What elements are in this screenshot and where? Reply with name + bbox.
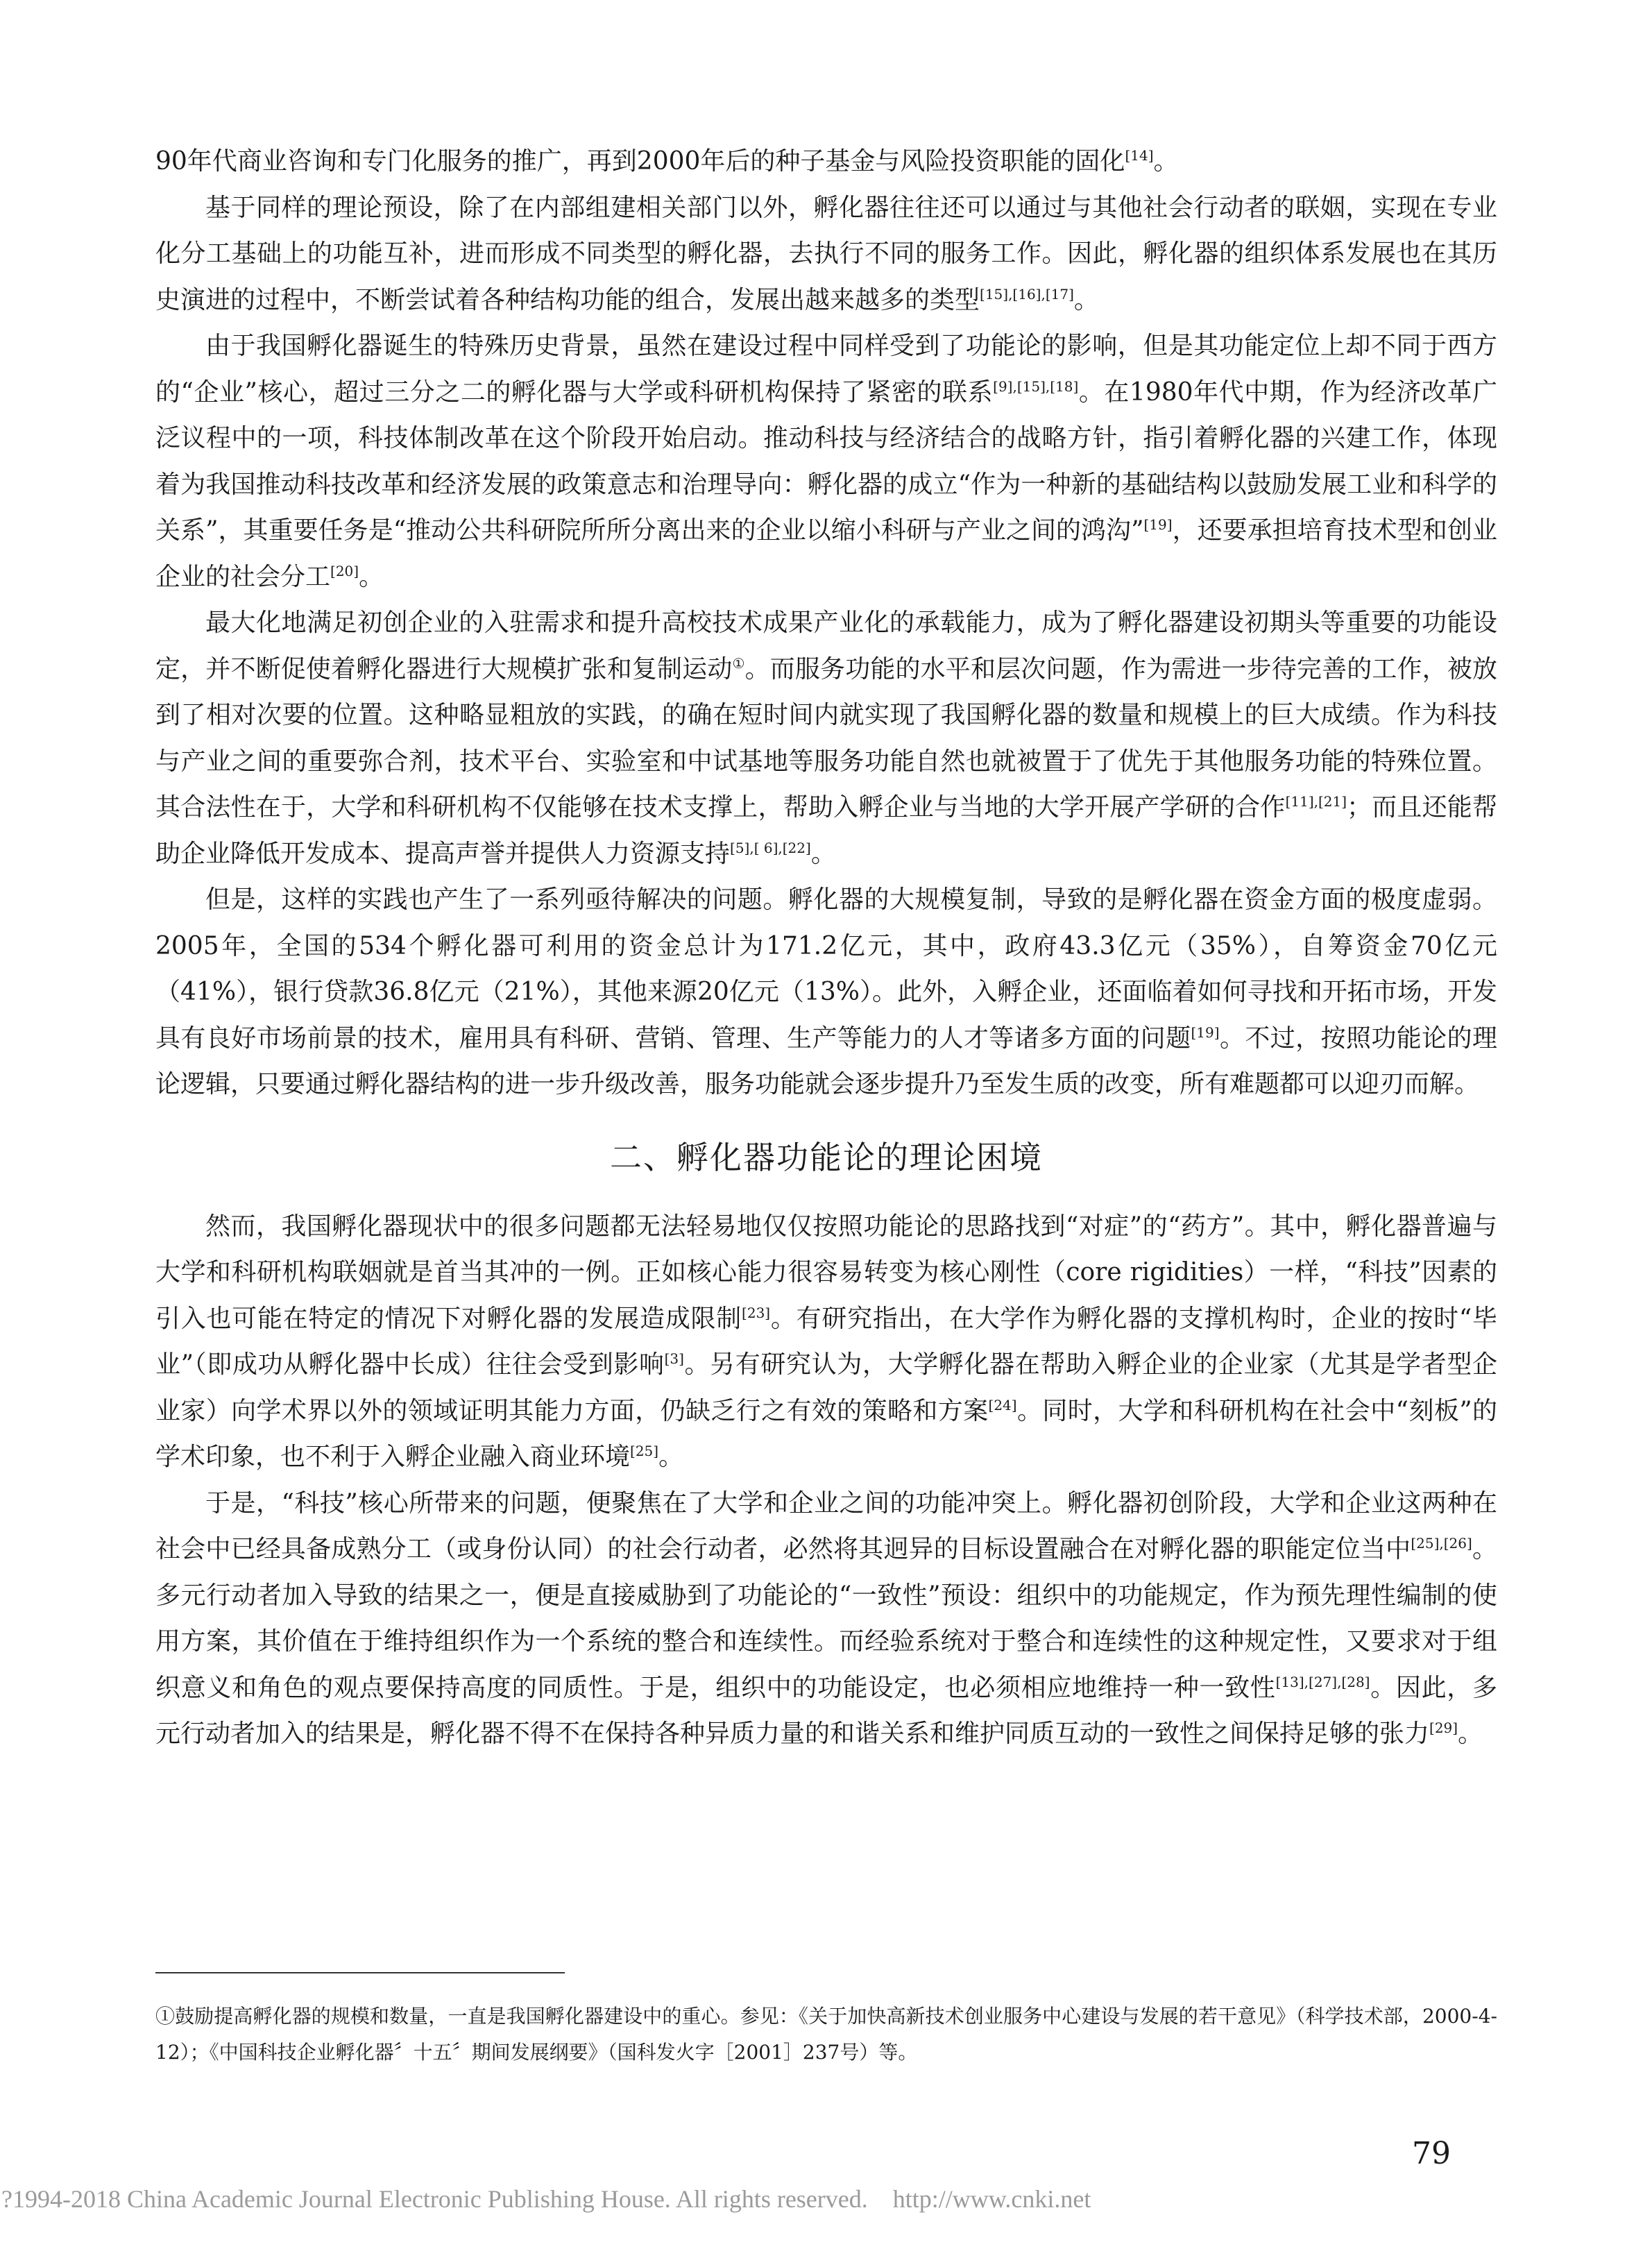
paragraph-group-1 (155, 139, 1497, 1108)
paragraph-text: 。 (1073, 285, 1099, 314)
article-body (155, 139, 1497, 1758)
citation-ref: [24] (988, 1396, 1017, 1413)
paragraph-text: 。 (810, 839, 836, 868)
paragraph-text: 。另有研究认为，大学孵化器在帮助入孵企业的企业家（尤其是学者型企业家）向学术界以外的领域证明其能力方面，仍缺乏行之有效的策略和方案 (155, 1350, 1497, 1425)
paragraph-text: 90年代商业咨询和专门化服务的推广，再到2000年后的种子基金与风险投资职能的固化 (155, 147, 1125, 176)
paragraph-text: 。 (1458, 1719, 1483, 1748)
citation-ref: [5],[ 6],[22] (730, 839, 811, 856)
paragraph-group-2 (155, 1204, 1497, 1758)
paragraph-text: 基于同样的理论预设，除了在内部组建相关部门以外，孵化器往往还可以通过与其他社会行动者的联姻，实现在专业化分工基础上的功能互补，进而形成不同类型的孵化器，去执行不同的服务工作。因此，孵化器的组织体系发展也在其历史演进的过程中，不断尝试着各种结构功能的组合，发展出越来越多的类型 (155, 193, 1497, 314)
citation-ref: [29] (1429, 1719, 1458, 1736)
citation-ref: [25],[26] (1411, 1535, 1472, 1552)
citation-ref: ① (732, 654, 745, 672)
paragraph-text: 于是，“科技”核心所带来的问题，便聚焦在了大学和企业之间的功能冲突上。孵化器初创阶段，大学和企业这两种在社会中已经具备成熟分工（或身份认同）的社会行动者，必然将其迥异的目标设置融合在对孵化器的职能定位当中 (155, 1488, 1497, 1563)
paragraph-text: 。在1980年代中期，作为经济改革广泛议程中的一项，科技体制改革在这个阶段开始启动。推动科技与经济结合的战略方针，指引着孵化器的兴建工作，体现着为我国推动科技改革和经济发展的政策意志和治理导向：孵化器的成立“作为一种新的基础结构以鼓励发展工业和科学的关系”，其重要任务是“推动公共科研院所所分离出来的企业以缩小科研与产业之间的鸿沟” (155, 377, 1497, 545)
paragraph-text: 最大化地满足初创企业的入驻需求和提升高校技术成果产业化的承载能力，成为了孵化器建设初期头等重要的功能设定，并不断促使着孵化器进行大规模扩张和复制运动 (155, 609, 1497, 683)
paragraph-text: 。因此，多元行动者加入的结果是，孵化器不得不在保持各种异质力量的和谐关系和维护同质互动的一致性之间保持足够的张力 (155, 1673, 1497, 1748)
footnote: ①鼓励提高孵化器的规模和数量，一直是我国孵化器建设中的重心。参见：《关于加快高新技术创业服务中心建设与发展的若干意见》（科学技术部，2000-4-12）；《中国科技企业孵化器〞十五〞期间发展纲要》（国科发火字［2001］237号）等。 (155, 2005, 1497, 2064)
citation-ref: [19] (1191, 1024, 1220, 1041)
citation-ref: [14] (1125, 147, 1154, 164)
citation-ref: [25] (630, 1443, 659, 1459)
paragraph-text: 。而服务功能的水平和层次问题，作为需进一步待完善的工作，被放到了相对次要的位置。这种略显粗放的实践，的确在短时间内就实现了我国孵化器的数量和规模上的巨大成绩。作为科技与产业之间的重要弥合剂，技术平台、实验室和中试基地等服务功能自然也就被置于了优先于其他服务功能的特殊位置。其合法性在于，大学和科研机构不仅能够在技术支撑上，帮助入孵企业与当地的大学开展产学研的合作 (155, 654, 1497, 822)
paragraph-text: 。有研究指出，在大学作为孵化器的支撑机构时，企业的按时“毕业”（即成功从孵化器中长成）往往会受到影响 (155, 1304, 1497, 1379)
citation-ref: [23] (742, 1304, 771, 1321)
citation-ref: [3] (664, 1350, 684, 1367)
copyright-footer: ?1994-2018 China Academic Journal Electronic Publishing House. All rights reserved. http://www.cnki.net (1, 2185, 1091, 2213)
citation-ref: [11],[21] (1285, 793, 1347, 810)
paragraph-text: 。 (359, 562, 384, 591)
page-number: 79 (1412, 2136, 1451, 2171)
paragraph-text: 但是，这样的实践也产生了一系列亟待解决的问题。孵化器的大规模复制，导致的是孵化器在资金方面的极度虚弱。2005年，全国的534个孵化器可利用的资金总计为171.2亿元，其中，政府43.3亿元（35%），自筹资金70亿元（41%），银行贷款36.8亿元（21%），其他来源20亿元（13%）。此外，入孵企业，还面临着如何寻找和开拓市场，开发具有良好市场前景的技术，雇用具有科研、营销、管理、生产等能力的人才等诸多方面的问题 (155, 885, 1497, 1053)
paragraph-text: 。 (1153, 147, 1179, 176)
paragraph (155, 185, 1497, 324)
section-heading: 二、孵化器功能论的理论困境 (610, 1138, 1043, 1176)
paragraph-text: 。 (658, 1443, 684, 1471)
paragraph-text: ，还要承担培育技术型和创业企业的社会分工 (155, 516, 1497, 591)
paragraph (155, 323, 1497, 600)
citation-ref: [9],[15],[18] (993, 377, 1079, 395)
citation-ref: [15],[16],[17] (980, 285, 1074, 303)
paragraph (155, 600, 1497, 877)
paragraph-text: 。同时，大学和科研机构在社会中“刻板”的学术印象，也不利于入孵企业融入商业环境 (155, 1396, 1497, 1471)
paragraph-text: 然而，我国孵化器现状中的很多问题都无法轻易地仅仅按照功能论的思路找到“对症”的“药方”。其中，孵化器普遍与大学和科研机构联姻就是首当其冲的一例。正如核心能力很容易转变为核心刚性（core rigidities）一样，“科技”因素的引入也可能在特定的情况下对孵化器的发展造成限制 (155, 1212, 1497, 1333)
citation-ref: [19] (1143, 516, 1173, 533)
paragraph-text: 由于我国孵化器诞生的特殊历史背景，虽然在建设过程中同样受到了功能论的影响，但是其功能定位上却不同于西方的“企业”核心，超过三分之二的孵化器与大学或科研机构保持了紧密的联系 (155, 332, 1497, 407)
citation-ref: [13],[27],[28] (1275, 1673, 1370, 1690)
paragraph-text: 。多元行动者加入导致的结果之一，便是直接威胁到了功能论的“一致性”预设：组织中的功能规定，作为预先理性编制的使用方案，其价值在于维持组织作为一个系统的整合和连续性。而经验系统对于整合和连续性的这种规定性，又要求对于组织意义和角色的观点要保持高度的同质性。于是，组织中的功能设定，也必须相应地维持一种一致性 (155, 1535, 1497, 1702)
paragraph (155, 139, 1497, 185)
paragraph (155, 1481, 1497, 1758)
paragraph-text: ；而且还能帮助企业降低开发成本、提高声誉并提供人力资源支持 (155, 793, 1497, 868)
citation-ref: [20] (330, 562, 359, 579)
footnote-divider (155, 1972, 565, 1973)
paragraph-text: 。不过，按照功能论的理论逻辑，只要通过孵化器结构的进一步升级改善，服务功能就会逐步提升乃至发生质的改变，所有难题都可以迎刃而解。 (155, 1024, 1497, 1098)
paragraph (155, 877, 1497, 1108)
paragraph (155, 1204, 1497, 1481)
